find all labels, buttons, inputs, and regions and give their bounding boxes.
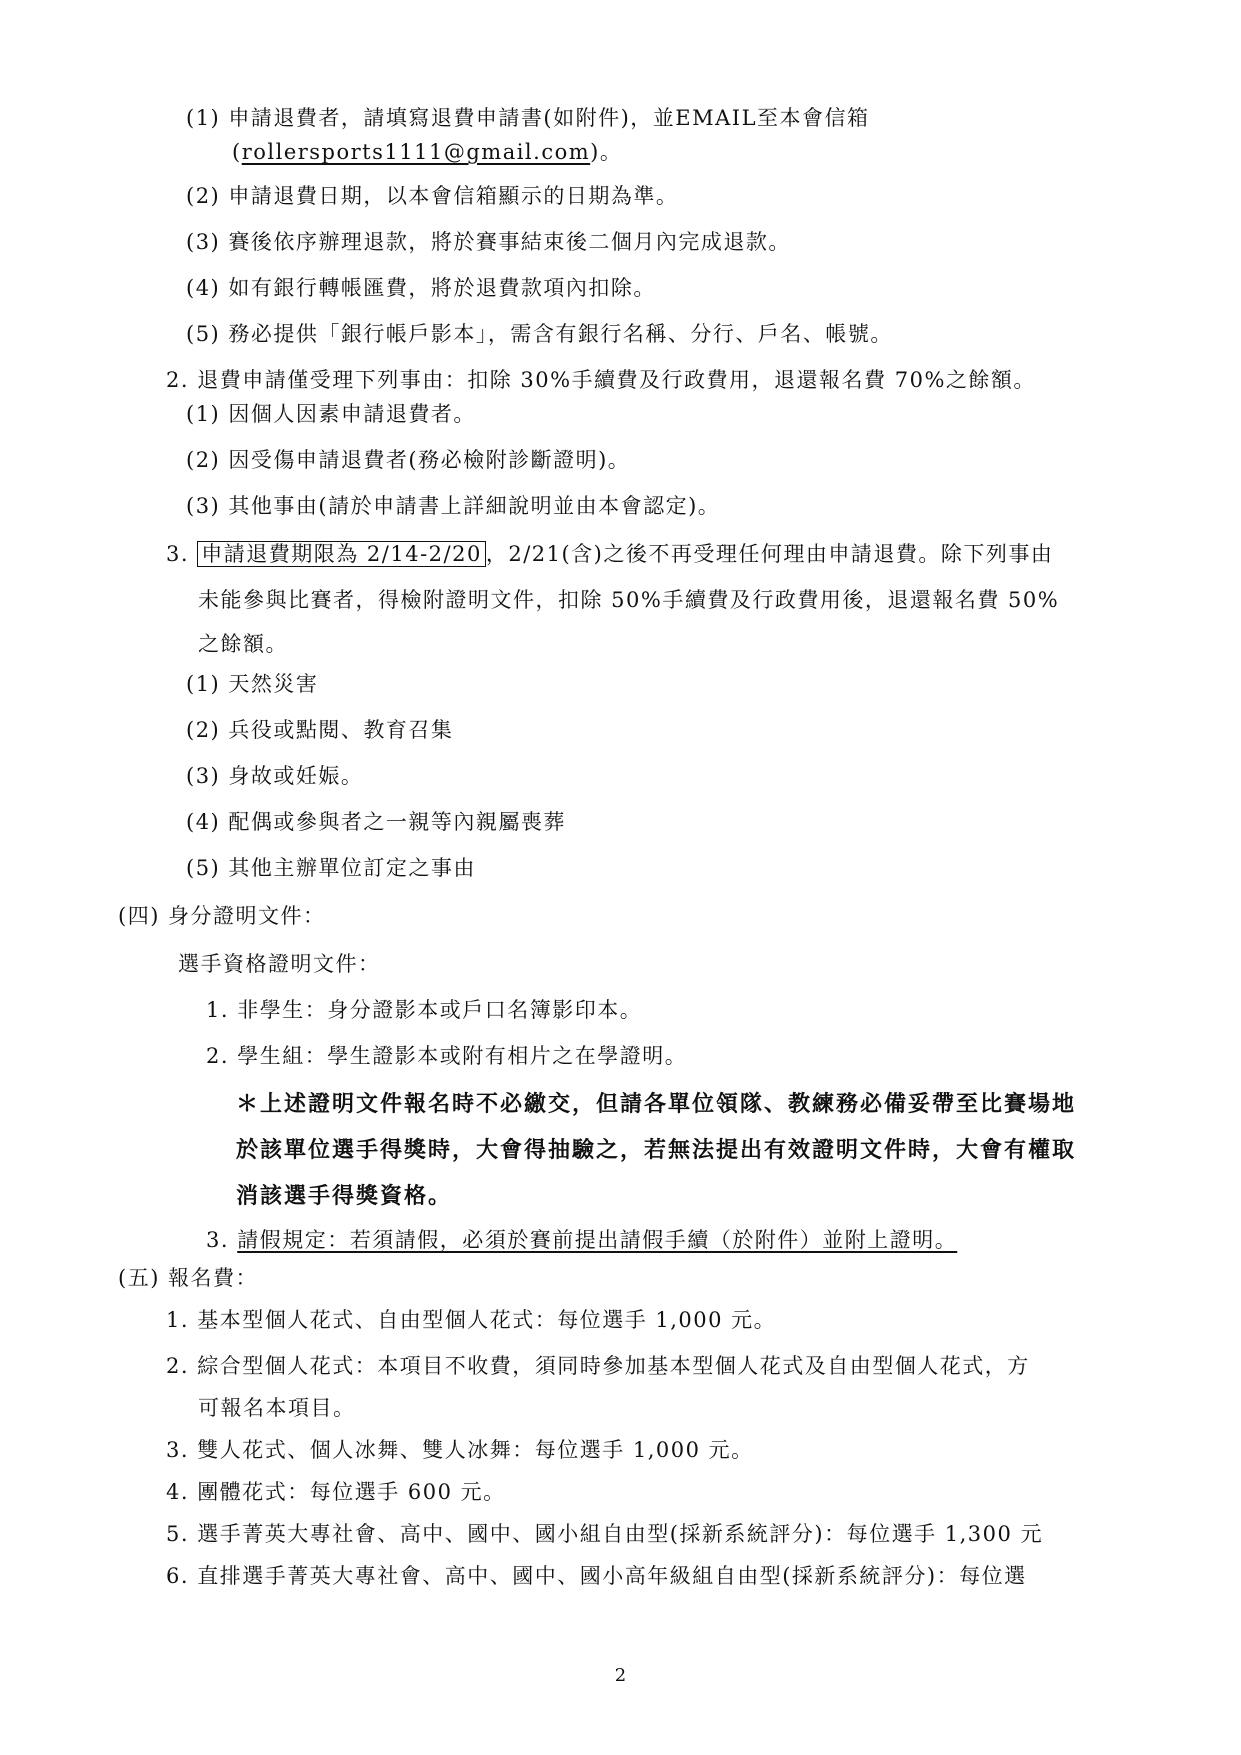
email-open-paren: ( [232, 140, 242, 164]
refund-deadline-box: 申請退費期限為 2/14-2/20 [197, 541, 486, 567]
refund-item-2-1: (1) 因個人因素申請退費者。 [186, 402, 476, 426]
leave-policy-text: 請假規定：若須請假，必須於賽前提出請假手續（於附件）並附上證明。 [237, 1228, 958, 1252]
refund-item-3-cont-2: 之餘額。 [198, 632, 288, 656]
fee-line-2: 2. 綜合型個人花式：本項目不收費，須同時參加基本型個人花式及自由型個人花式，方 [166, 1354, 1030, 1378]
identity-notice-2: 於該單位選手得獎時，大會得抽驗之，若無法提出有效證明文件時，大會有權取 [236, 1137, 1077, 1163]
refund-item-1-5: (5) 務必提供「銀行帳戶影本」，需含有銀行名稱、分行、戶名、帳號。 [186, 322, 893, 346]
identity-heading: (四) 身分證明文件： [118, 904, 326, 928]
refund-item-2-2: (2) 因受傷申請退費者(務必檢附診斷證明)。 [186, 448, 631, 472]
fee-line-3: 3. 雙人花式、個人冰舞、雙人冰舞：每位選手 1,000 元。 [166, 1438, 754, 1462]
identity-notice-3: 消該選手得獎資格。 [236, 1183, 453, 1209]
page-number: 2 [614, 1665, 627, 1686]
leave-policy-line [206, 1226, 957, 1254]
fee-line-1: 1. 基本型個人花式、自由型個人花式：每位選手 1,000 元。 [166, 1308, 777, 1332]
refund-item-3-cont-1: 未能參與比賽者，得檢附證明文件，扣除 50%手續費及行政費用後，退還報名費 50% [198, 588, 1060, 612]
refund-item-3-3: (3) 身故或妊娠。 [186, 764, 364, 788]
identity-notice-1: ＊上述證明文件報名時不必繳交，但請各單位領隊、教練務必備妥帶至比賽場地 [236, 1091, 1077, 1117]
fee-line-5: 5. 選手菁英大專社會、高中、國中、國小組自由型(採新系統評分)：每位選手 1,300 元 [166, 1522, 1044, 1546]
fee-line-4: 4. 團體花式：每位選手 600 元。 [166, 1480, 506, 1504]
refund-item-3-4: (4) 配偶或參與者之一親等內親屬喪葬 [186, 810, 566, 834]
refund-item-3-1: (1) 天然災害 [186, 672, 319, 696]
fee-line-6: 6. 直排選手菁英大專社會、高中、國中、國小高年級組自由型(採新系統評分)：每位選 [166, 1564, 1027, 1588]
identity-subheading: 選手資格證明文件： [178, 952, 381, 976]
email-link[interactable]: rollersports1111@gmail.com [241, 140, 591, 164]
refund-item-3-heading [166, 540, 1053, 568]
fee-line-2-cont: 可報名本項目。 [198, 1396, 356, 1420]
refund-item-1-4: (4) 如有銀行轉帳匯費，將於退費款項內扣除。 [186, 276, 656, 300]
identity-item-2: 2. 學生組：學生證影本或附有相片之在學證明。 [206, 1044, 688, 1068]
fees-heading: (五) 報名費： [118, 1266, 259, 1290]
identity-item-1: 1. 非學生：身分證影本或戶口名簿影印本。 [206, 998, 643, 1022]
refund-item-1-1: (1) 申請退費者，請填寫退費申請書(如附件)，並EMAIL至本會信箱 [186, 106, 870, 130]
refund-item-3-2: (2) 兵役或點閱、教育召集 [186, 718, 454, 742]
refund-item-2-heading: 2. 退費申請僅受理下列事由：扣除 30%手續費及行政費用，退還報名費 70%之餘額。 [166, 368, 1036, 392]
refund-item-3-number: 3. [166, 542, 190, 566]
refund-item-1-2: (2) 申請退費日期，以本會信箱顯示的日期為準。 [186, 184, 679, 208]
refund-item-1-3: (3) 賽後依序辦理退款，將於賽事結束後二個月內完成退款。 [186, 230, 791, 254]
refund-item-2-3: (3) 其他事由(請於申請書上詳細說明並由本會認定)。 [186, 494, 721, 518]
refund-item-3-text: ，2/21(含)之後不再受理任何理由申請退費。除下列事由 [485, 542, 1054, 566]
leave-policy-number: 3. [206, 1228, 230, 1252]
refund-item-3-5: (5) 其他主辦單位訂定之事由 [186, 856, 476, 880]
email-close-paren: )。 [590, 140, 623, 164]
refund-email-line [232, 138, 622, 166]
